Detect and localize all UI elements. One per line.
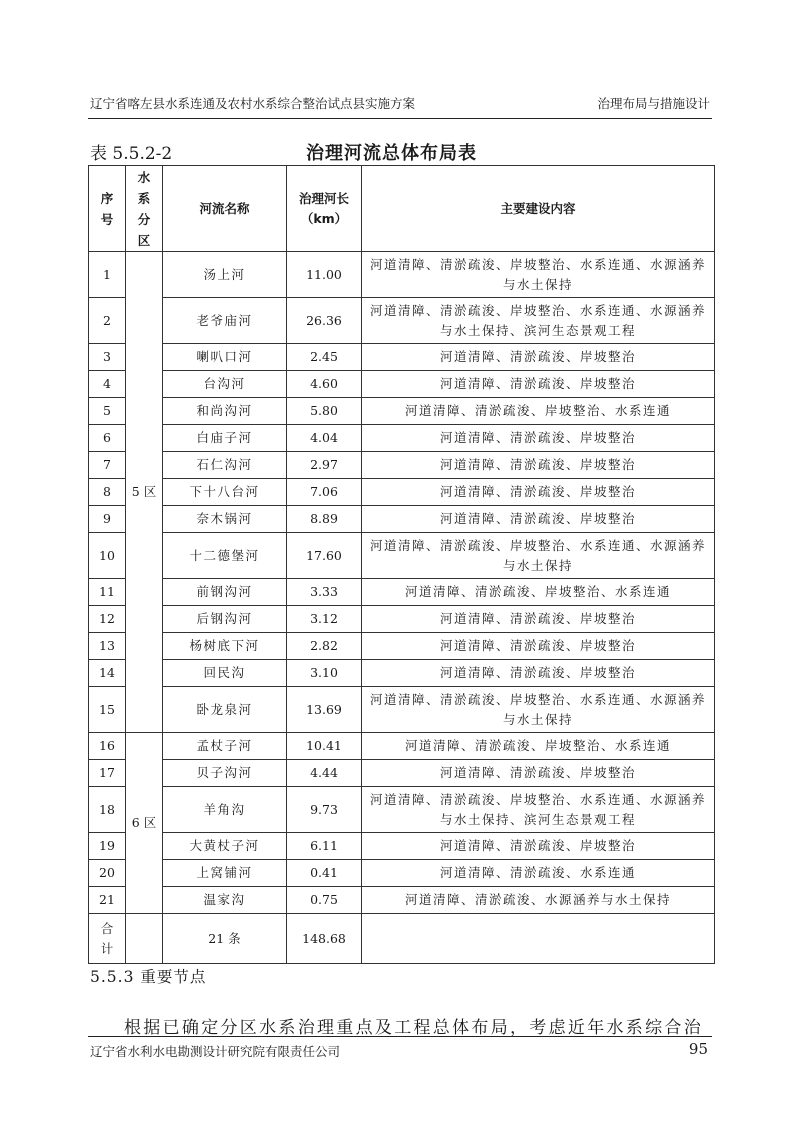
cell-river-name: 下十八台河	[163, 479, 287, 506]
table-row	[89, 371, 715, 398]
table-row	[89, 344, 715, 371]
cell-river-name: 大黄杖子河	[163, 833, 287, 860]
cell-seq: 12	[89, 606, 126, 633]
cell-content: 河道清障、清淤疏浚、岸坡整治	[362, 452, 715, 479]
column-header-seq: 序 号	[89, 166, 126, 252]
cell-seq: 18	[89, 787, 126, 833]
table-row	[89, 660, 715, 687]
cell-river-name: 羊角沟	[163, 787, 287, 833]
cell-length: 3.10	[287, 660, 362, 687]
table-row	[89, 398, 715, 425]
cell-seq: 19	[89, 833, 126, 860]
cell-total-zone	[126, 914, 163, 964]
table-row	[89, 887, 715, 914]
table-row	[89, 833, 715, 860]
cell-seq: 6	[89, 425, 126, 452]
table-row	[89, 606, 715, 633]
cell-river-name: 回民沟	[163, 660, 287, 687]
header-chapter-title: 治理布局与措施设计	[597, 96, 710, 111]
cell-seq: 15	[89, 687, 126, 733]
cell-content: 河道清障、清淤疏浚、岸坡整治	[362, 506, 715, 533]
cell-river-name: 白庙子河	[163, 425, 287, 452]
page-number: 95	[688, 1040, 708, 1058]
table-row	[89, 533, 715, 579]
table-row	[89, 687, 715, 733]
cell-length: 0.75	[287, 887, 362, 914]
cell-river-name: 杨树底下河	[163, 633, 287, 660]
cell-river-name: 后钢沟河	[163, 606, 287, 633]
cell-length: 5.80	[287, 398, 362, 425]
body-paragraph: 根据已确定分区水系治理重点及工程总体布局，考虑近年水系综合治	[124, 1018, 703, 1038]
table-title: 治理河流总体布局表	[306, 143, 477, 164]
cell-total-content	[362, 914, 715, 964]
cell-seq: 4	[89, 371, 126, 398]
cell-content: 河道清障、清淤疏浚、岸坡整治、水系连通、水源涵养与水土保持、滨河生态景观工程	[362, 787, 715, 833]
cell-seq: 5	[89, 398, 126, 425]
cell-content: 河道清障、清淤疏浚、岸坡整治、水系连通	[362, 398, 715, 425]
table-row	[89, 633, 715, 660]
cell-length: 2.97	[287, 452, 362, 479]
cell-total-length: 148.68	[287, 914, 362, 964]
cell-total-count: 21 条	[163, 914, 287, 964]
cell-river-name: 贝子沟河	[163, 760, 287, 787]
cell-total-label: 合 计	[89, 914, 126, 964]
cell-length: 10.41	[287, 733, 362, 760]
table-number: 表 5.5.2-2	[90, 144, 173, 164]
cell-seq: 10	[89, 533, 126, 579]
cell-river-name: 喇叭口河	[163, 344, 287, 371]
cell-content: 河道清障、清淤疏浚、岸坡整治、水系连通	[362, 579, 715, 606]
cell-seq: 1	[89, 252, 126, 298]
cell-length: 17.60	[287, 533, 362, 579]
cell-content: 河道清障、清淤疏浚、岸坡整治	[362, 344, 715, 371]
column-header-length: 治理河长 （km）	[287, 166, 362, 252]
cell-river-name: 孟杖子河	[163, 733, 287, 760]
table-header-row	[89, 166, 715, 252]
cell-content: 河道清障、清淤疏浚、水源涵养与水土保持	[362, 887, 715, 914]
table-row	[89, 733, 715, 760]
cell-length: 26.36	[287, 298, 362, 344]
cell-content: 河道清障、清淤疏浚、水系连通	[362, 860, 715, 887]
cell-river-name: 台沟河	[163, 371, 287, 398]
cell-river-name: 温家沟	[163, 887, 287, 914]
river-layout-table	[88, 165, 715, 964]
cell-seq: 17	[89, 760, 126, 787]
cell-content: 河道清障、清淤疏浚、岸坡整治	[362, 660, 715, 687]
table-row	[89, 425, 715, 452]
cell-content: 河道清障、清淤疏浚、岸坡整治	[362, 833, 715, 860]
cell-seq: 21	[89, 887, 126, 914]
cell-content: 河道清障、清淤疏浚、岸坡整治	[362, 425, 715, 452]
cell-length: 2.45	[287, 344, 362, 371]
cell-seq: 11	[89, 579, 126, 606]
cell-seq: 3	[89, 344, 126, 371]
cell-length: 9.73	[287, 787, 362, 833]
cell-seq: 16	[89, 733, 126, 760]
cell-length: 6.11	[287, 833, 362, 860]
cell-length: 8.89	[287, 506, 362, 533]
cell-content: 河道清障、清淤疏浚、岸坡整治、水系连通	[362, 733, 715, 760]
cell-length: 2.82	[287, 633, 362, 660]
cell-seq: 14	[89, 660, 126, 687]
section-heading: 5.5.3 重要节点	[90, 968, 207, 986]
cell-content: 河道清障、清淤疏浚、岸坡整治	[362, 606, 715, 633]
cell-zone: 5 区	[126, 252, 163, 733]
table-row	[89, 452, 715, 479]
cell-seq: 2	[89, 298, 126, 344]
cell-river-name: 卧龙泉河	[163, 687, 287, 733]
column-header-zone: 水 系 分 区	[126, 166, 163, 252]
cell-seq: 13	[89, 633, 126, 660]
page-footer	[88, 1036, 712, 1057]
table-row	[89, 506, 715, 533]
cell-seq: 7	[89, 452, 126, 479]
cell-length: 4.60	[287, 371, 362, 398]
cell-content: 河道清障、清淤疏浚、岸坡整治、水系连通、水源涵养与水土保持、滨河生态景观工程	[362, 298, 715, 344]
cell-length: 3.33	[287, 579, 362, 606]
cell-river-name: 石仁沟河	[163, 452, 287, 479]
table-row	[89, 479, 715, 506]
column-header-content: 主要建设内容	[362, 166, 715, 252]
cell-zone: 6 区	[126, 733, 163, 914]
cell-seq: 9	[89, 506, 126, 533]
cell-content: 河道清障、清淤疏浚、岸坡整治、水系连通、水源涵养与水土保持	[362, 252, 715, 298]
cell-content: 河道清障、清淤疏浚、岸坡整治、水系连通、水源涵养与水土保持	[362, 687, 715, 733]
table-row	[89, 252, 715, 298]
cell-river-name: 上窝铺河	[163, 860, 287, 887]
cell-length: 4.04	[287, 425, 362, 452]
table-row	[89, 787, 715, 833]
cell-content: 河道清障、清淤疏浚、岸坡整治	[362, 633, 715, 660]
table-row	[89, 860, 715, 887]
table-row	[89, 298, 715, 344]
page-header	[88, 92, 712, 119]
table-row	[89, 579, 715, 606]
cell-river-name: 奈木锅河	[163, 506, 287, 533]
cell-length: 7.06	[287, 479, 362, 506]
cell-river-name: 前钢沟河	[163, 579, 287, 606]
cell-length: 13.69	[287, 687, 362, 733]
cell-length: 4.44	[287, 760, 362, 787]
cell-river-name: 汤上河	[163, 252, 287, 298]
cell-river-name: 十二德堡河	[163, 533, 287, 579]
footer-organization: 辽宁省水利水电勘测设计研究院有限责任公司	[90, 1044, 341, 1059]
cell-content: 河道清障、清淤疏浚、岸坡整治	[362, 371, 715, 398]
cell-length: 11.00	[287, 252, 362, 298]
header-document-title: 辽宁省喀左县水系连通及农村水系综合整治试点县实施方案	[90, 96, 416, 111]
cell-content: 河道清障、清淤疏浚、岸坡整治	[362, 760, 715, 787]
table-caption	[90, 140, 710, 166]
table-total-row	[89, 914, 715, 964]
cell-river-name: 老爷庙河	[163, 298, 287, 344]
cell-content: 河道清障、清淤疏浚、岸坡整治	[362, 479, 715, 506]
cell-content: 河道清障、清淤疏浚、岸坡整治、水系连通、水源涵养与水土保持	[362, 533, 715, 579]
cell-river-name: 和尚沟河	[163, 398, 287, 425]
cell-length: 3.12	[287, 606, 362, 633]
cell-seq: 8	[89, 479, 126, 506]
cell-seq: 20	[89, 860, 126, 887]
cell-length: 0.41	[287, 860, 362, 887]
table-row	[89, 760, 715, 787]
column-header-name: 河流名称	[163, 166, 287, 252]
